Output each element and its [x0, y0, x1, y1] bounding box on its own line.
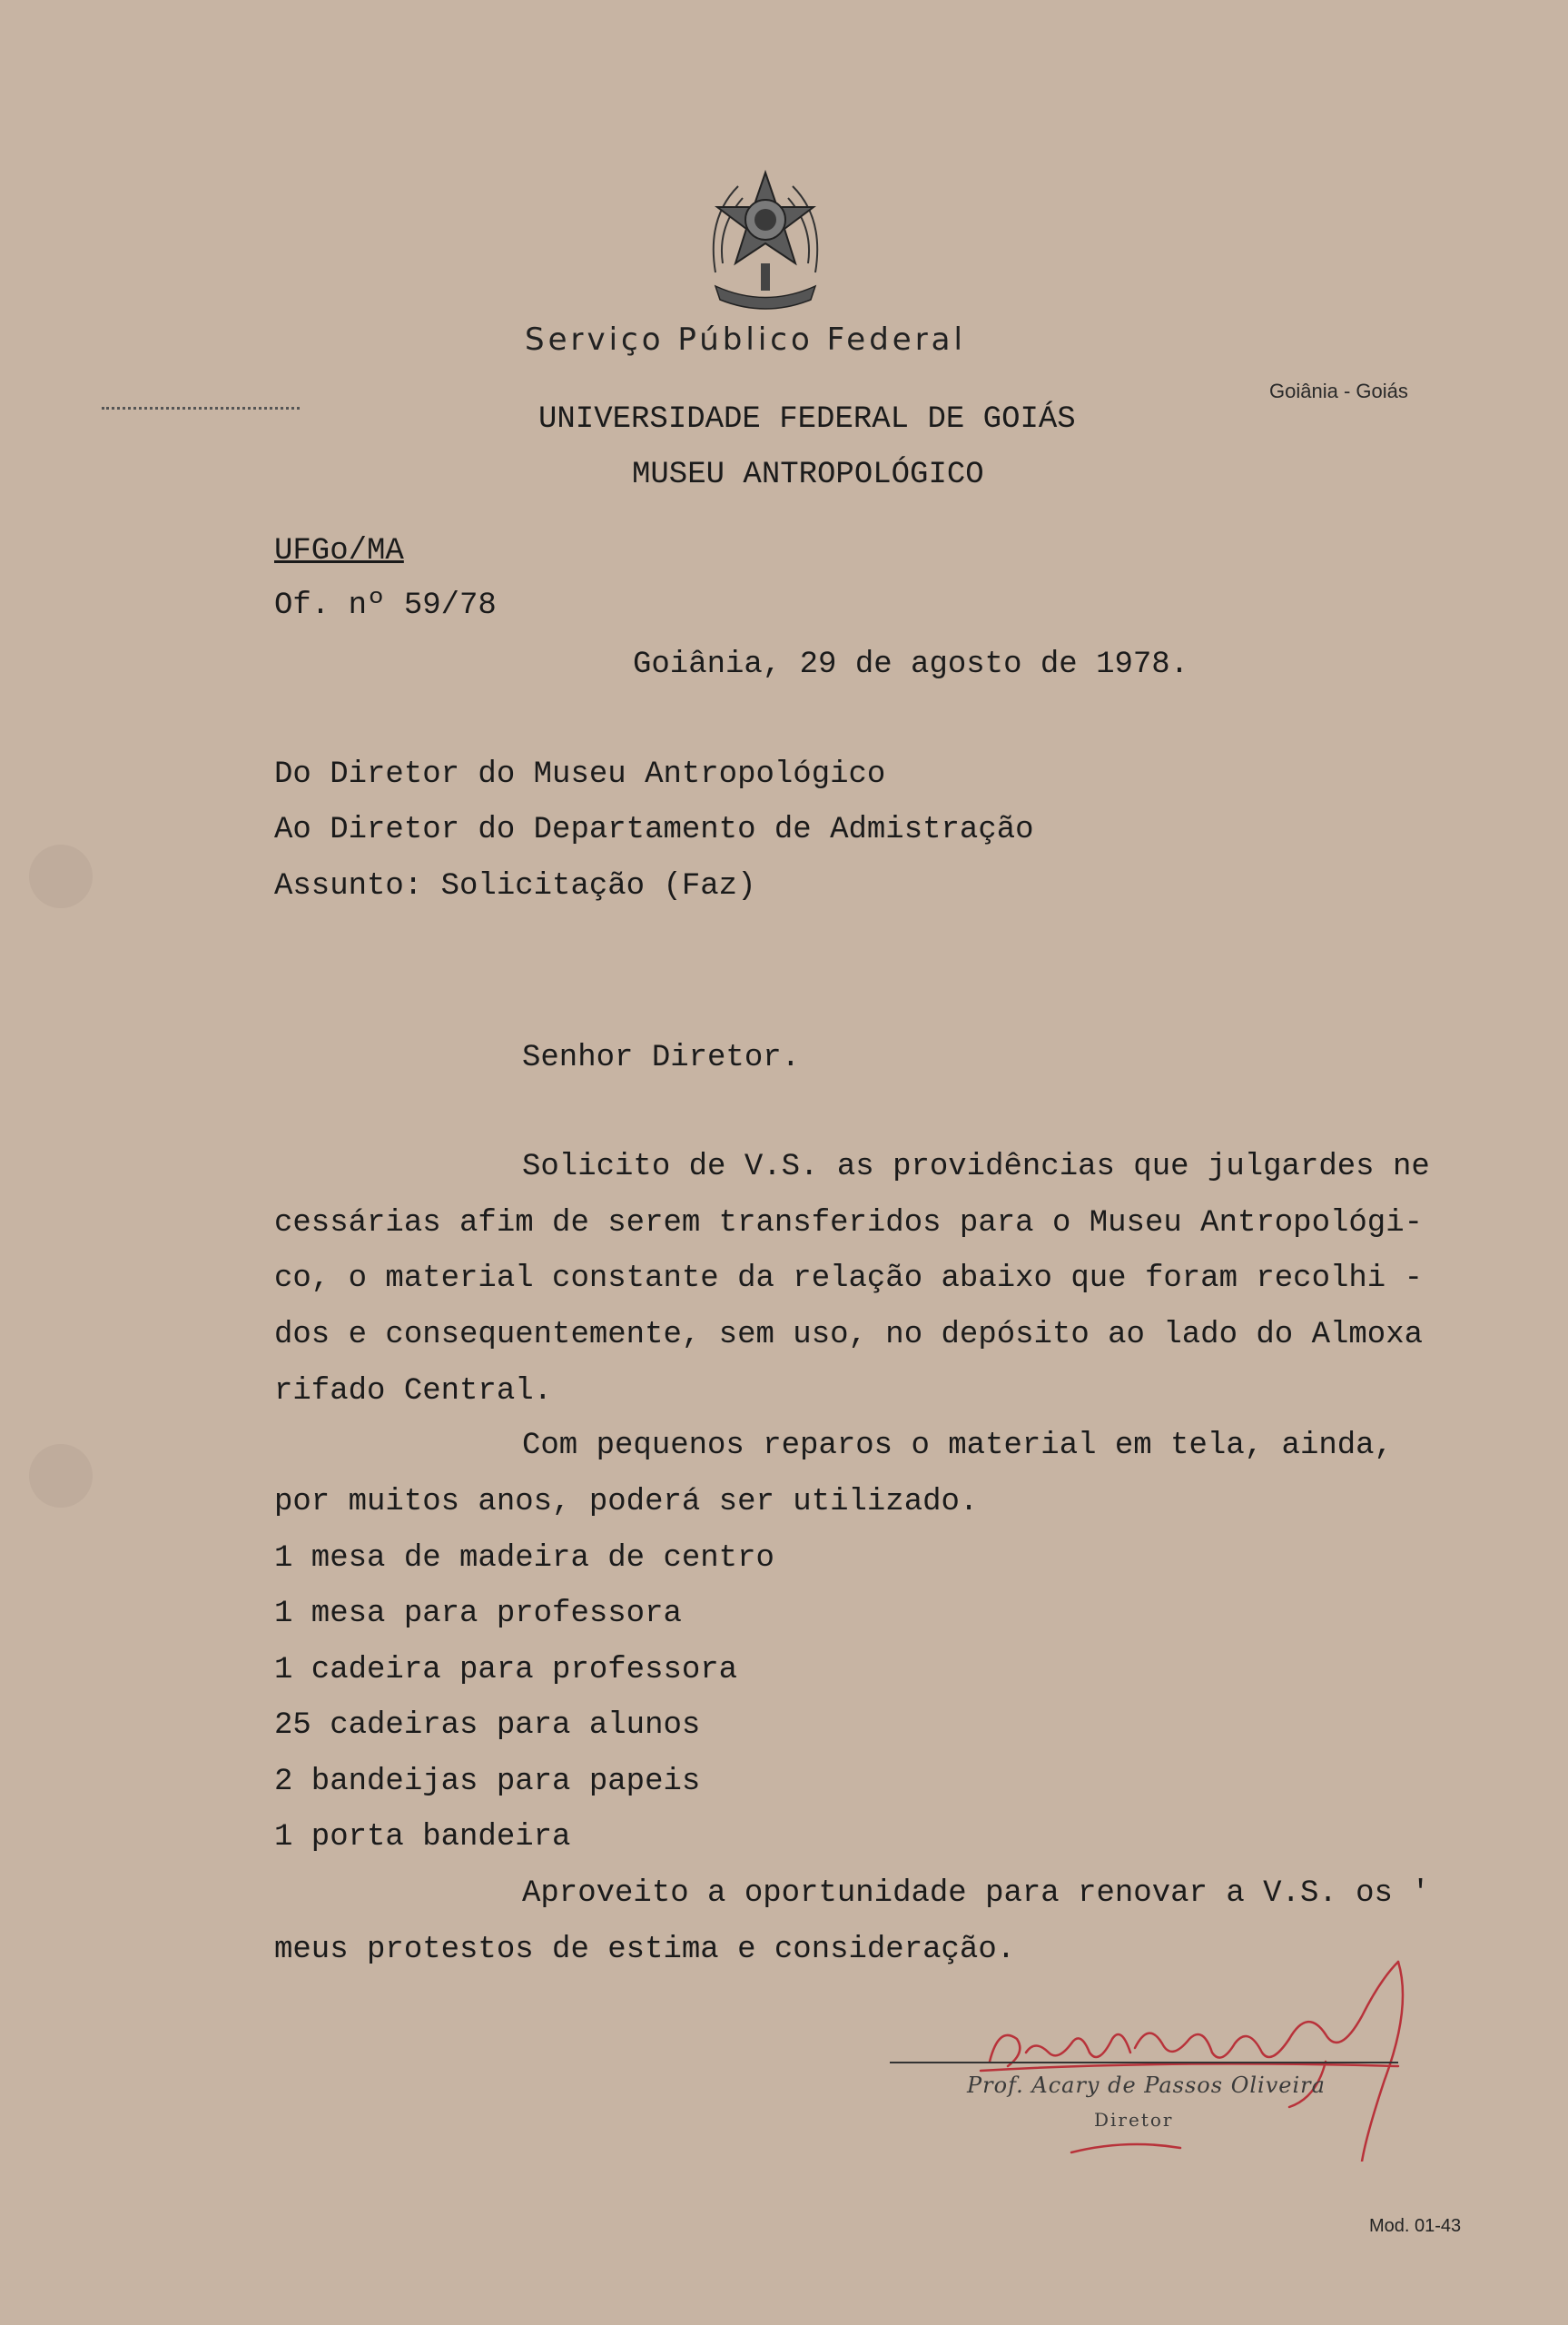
from-line: Do Diretor do Museu Antropológico: [274, 757, 886, 792]
list-item: 25 cadeiras para alunos: [274, 1708, 701, 1743]
university-name: UNIVERSIDADE FEDERAL DE GOIÁS: [538, 402, 1076, 437]
list-item: 1 mesa de madeira de centro: [274, 1541, 774, 1576]
signature-line: [890, 2062, 1398, 2063]
form-code: Mod. 01-43: [1369, 2216, 1462, 2236]
closing-line: meus protestos de estima e consideração.: [274, 1933, 1016, 1967]
to-line: Ao Diretor do Departamento de Admistração: [274, 813, 1034, 847]
salutation: Senhor Diretor.: [522, 1041, 801, 1075]
body-line: rifado Central.: [274, 1374, 553, 1409]
reference-number: Of. nº 59/78: [274, 589, 497, 623]
service-heading: Serviço Público Federal: [525, 322, 966, 358]
date-line: Goiânia, 29 de agosto de 1978.: [633, 648, 1189, 682]
body-line: cessárias afim de serem transferidos para o Museu Antropológi-: [274, 1206, 1424, 1241]
subject-line: Assunto: Solicitação (Faz): [274, 869, 756, 904]
punch-hole: [29, 1444, 93, 1508]
punch-hole: [29, 845, 93, 908]
reference-code: UFGo/MA: [274, 534, 404, 569]
body-line: por muitos anos, poderá ser utilizado.: [274, 1485, 979, 1519]
closing-line: Aproveito a oportunidade para renovar a V.S. os ': [522, 1876, 1430, 1911]
body-line: Com pequenos reparos o material em tela, ainda,: [522, 1429, 1393, 1463]
body-line: Solicito de V.S. as providências que julgardes ne: [522, 1150, 1430, 1184]
list-item: 1 porta bandeira: [274, 1820, 571, 1855]
body-line: dos e consequentemente, sem uso, no depósito ao lado do Almoxa: [274, 1318, 1424, 1352]
signer-name: Prof. Acary de Passos Oliveira: [967, 2073, 1326, 2098]
list-item: 1 cadeira para professora: [274, 1653, 738, 1687]
brazil-coat-of-arms-icon: [697, 163, 833, 318]
list-item: 2 bandeijas para papeis: [274, 1765, 701, 1799]
signer-title: Diretor: [1094, 2109, 1174, 2131]
city-tag: Goiânia - Goiás: [1269, 380, 1408, 402]
body-line: co, o material constante da relação abaixo que foram recolhi -: [274, 1261, 1424, 1296]
museum-name: MUSEU ANTROPOLÓGICO: [632, 458, 984, 492]
list-item: 1 mesa para professora: [274, 1597, 682, 1631]
dotted-rule: [102, 407, 300, 410]
